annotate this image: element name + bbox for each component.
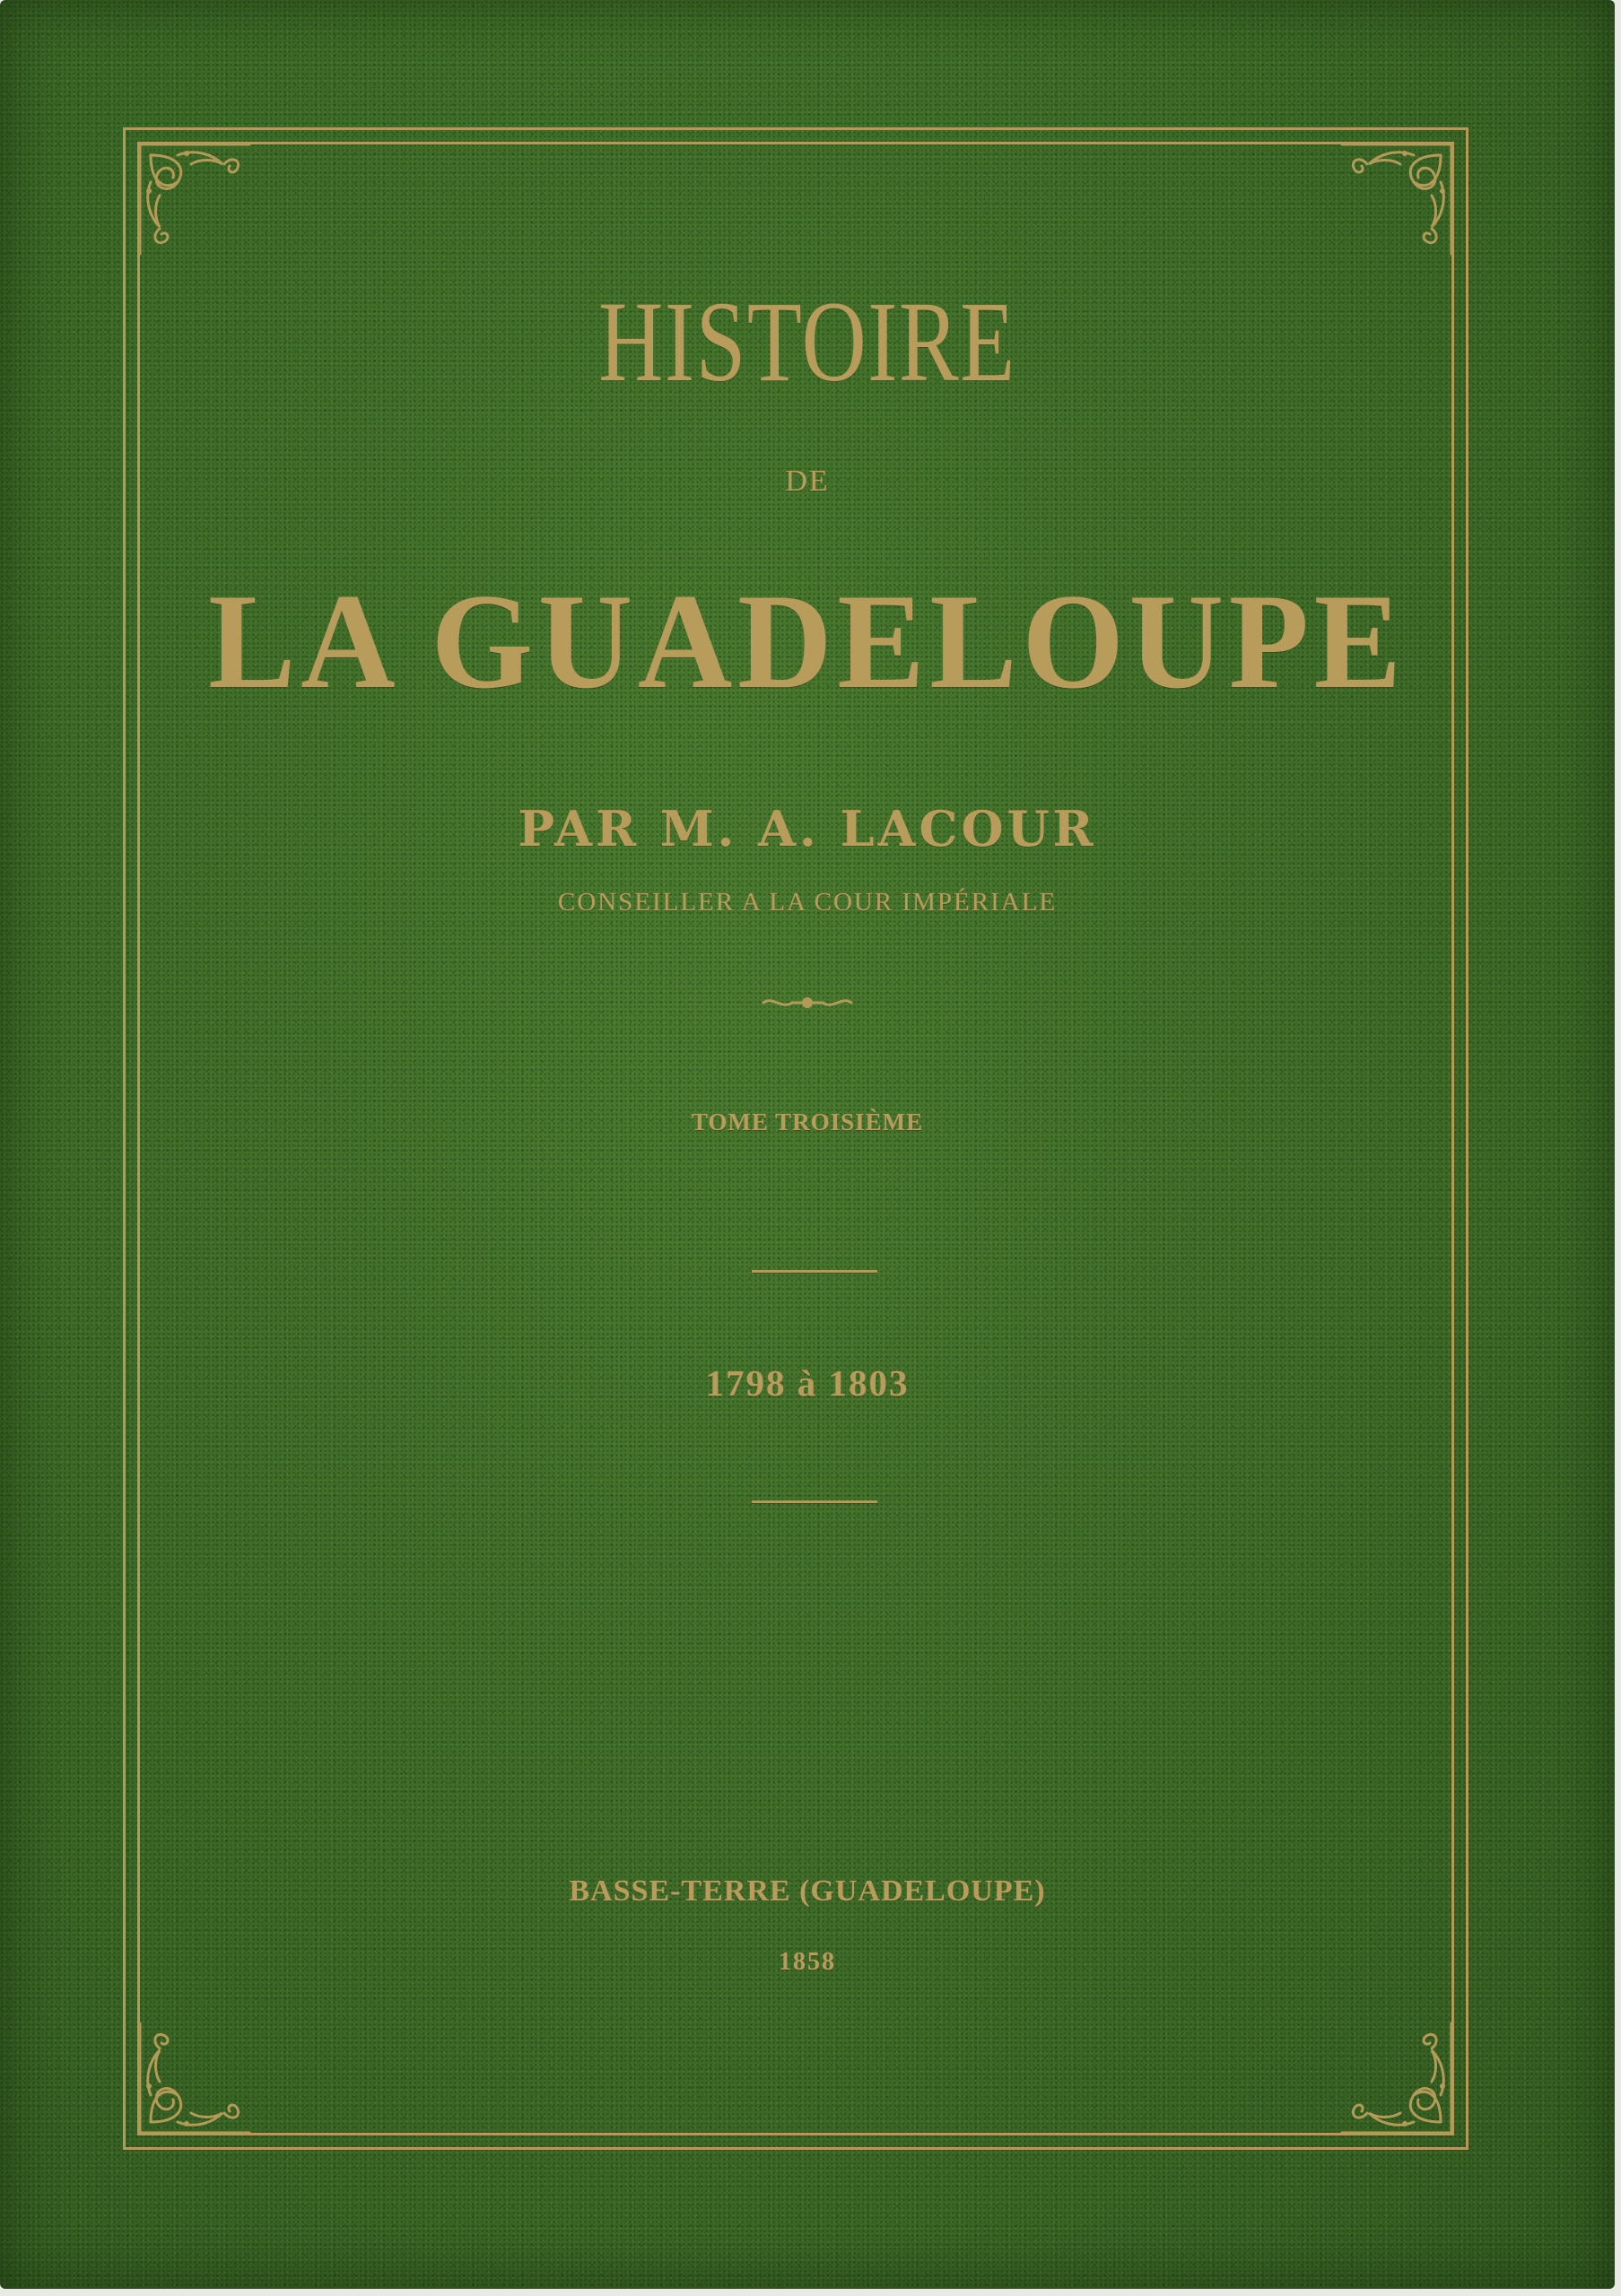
dot-flourish-icon xyxy=(758,990,857,1015)
author-line: PAR M. A. LACOUR xyxy=(518,800,1097,857)
divider-rule-bottom xyxy=(752,1500,877,1503)
title-connector: DE xyxy=(785,465,830,498)
fleuron-corner-icon xyxy=(1333,2014,1468,2149)
fleuron-corner-icon xyxy=(1333,128,1468,263)
fleuron-corner-icon xyxy=(124,128,258,263)
gilt-frame-inner xyxy=(137,142,1454,2135)
fleuron-corner-icon xyxy=(124,2014,258,2149)
title-main: LA GUADELOUPE xyxy=(208,566,1407,717)
period-dates: 1798 à 1803 xyxy=(705,1362,910,1404)
title-histoire: HISTOIRE xyxy=(598,278,1016,405)
author-role: CONSEILLER A LA COUR IMPÉRIALE xyxy=(557,888,1058,917)
publication-place: BASSE-TERRE (GUADELOUPE) xyxy=(569,1874,1046,1908)
volume-label: TOME TROISIÈME xyxy=(691,1109,924,1135)
publication-year: 1858 xyxy=(779,1948,836,1976)
divider-rule-top xyxy=(752,1270,877,1273)
